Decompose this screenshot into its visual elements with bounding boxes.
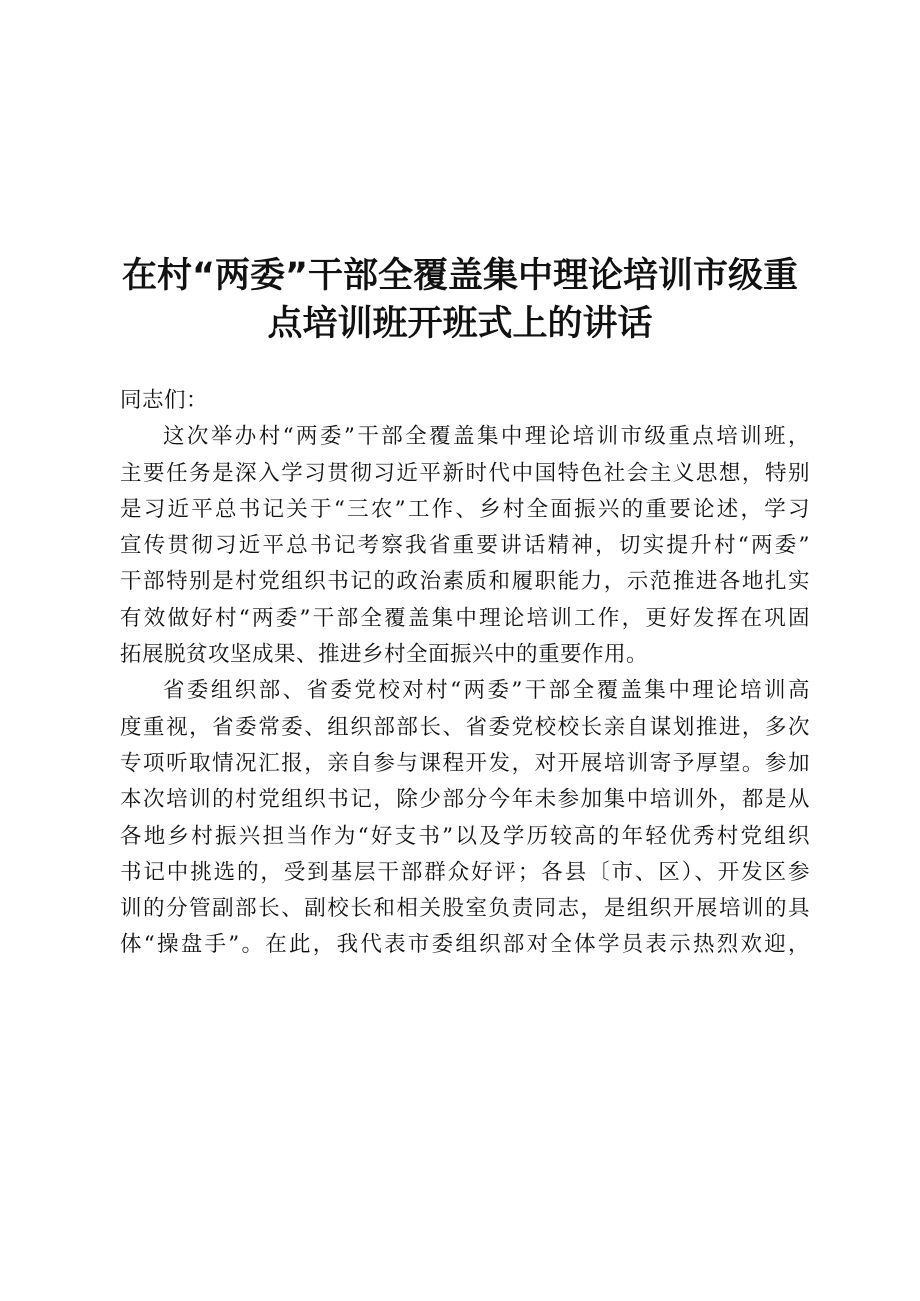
paragraph-line: 书记中挑选的，受到基层干部群众好评；各县〔市、区）、开发区参 [120,859,810,885]
paragraph-line: 是习近平总书记关于“三农”工作、乡村全面振兴的重要论述，学习 [120,496,810,522]
paragraph-line: 这次举办村“两委”干部全覆盖集中理论培训市级重点培训班， [163,424,810,450]
paragraph-line: 省委组织部、省委党校对村“两委”干部全覆盖集中理论培训高 [163,678,810,704]
paragraph-line: 度重视，省委常委、组织部部长、省委党校校长亲自谋划推进，多次 [120,714,810,740]
paragraph-line: 专项听取情况汇报，亲自参与课程开发，对开展培训寄予厚望。参加 [120,750,810,776]
paragraph-line: 训的分管副部长、副校长和相关股室负责同志，是组织开展培训的具 [120,896,810,922]
salutation: 同志们： [120,388,209,413]
document-title [110,252,810,348]
paragraph-line: 各地乡村振兴担当作为“好支书”以及学历较高的年轻优秀村党组织 [120,823,810,849]
paragraph-line: 体“操盘手”。在此，我代表市委组织部对全体学员表示热烈欢迎， [120,932,810,958]
paragraph-line: 宣传贯彻习近平总书记考察我省重要讲话精神，切实提升村“两委” [120,533,810,559]
paragraph-line: 主要任务是深入学习贯彻习近平新时代中国特色社会主义思想，特别 [120,460,810,486]
paragraph-1 [120,419,810,673]
paragraph-line: 本次培训的村党组织书记，除少部分今年未参加集中培训外，都是从 [120,787,810,813]
paragraph-line: 干部特别是村党组织书记的政治素质和履职能力，示范推进各地扎实 [120,569,810,595]
paragraph-line: 有效做好村“两委”干部全覆盖集中理论培训工作，更好发挥在巩固 [120,605,810,631]
title-line-1: 在村“两委”干部全覆盖集中理论培训市级重 [121,256,798,296]
title-line-2: 点培训班开班式上的讲话 [267,304,653,344]
paragraph-2 [120,673,810,963]
document-body [120,383,810,964]
paragraph-line: 拓展脱贫攻坚成果、推进乡村全面振兴中的重要作用。 [120,642,649,668]
